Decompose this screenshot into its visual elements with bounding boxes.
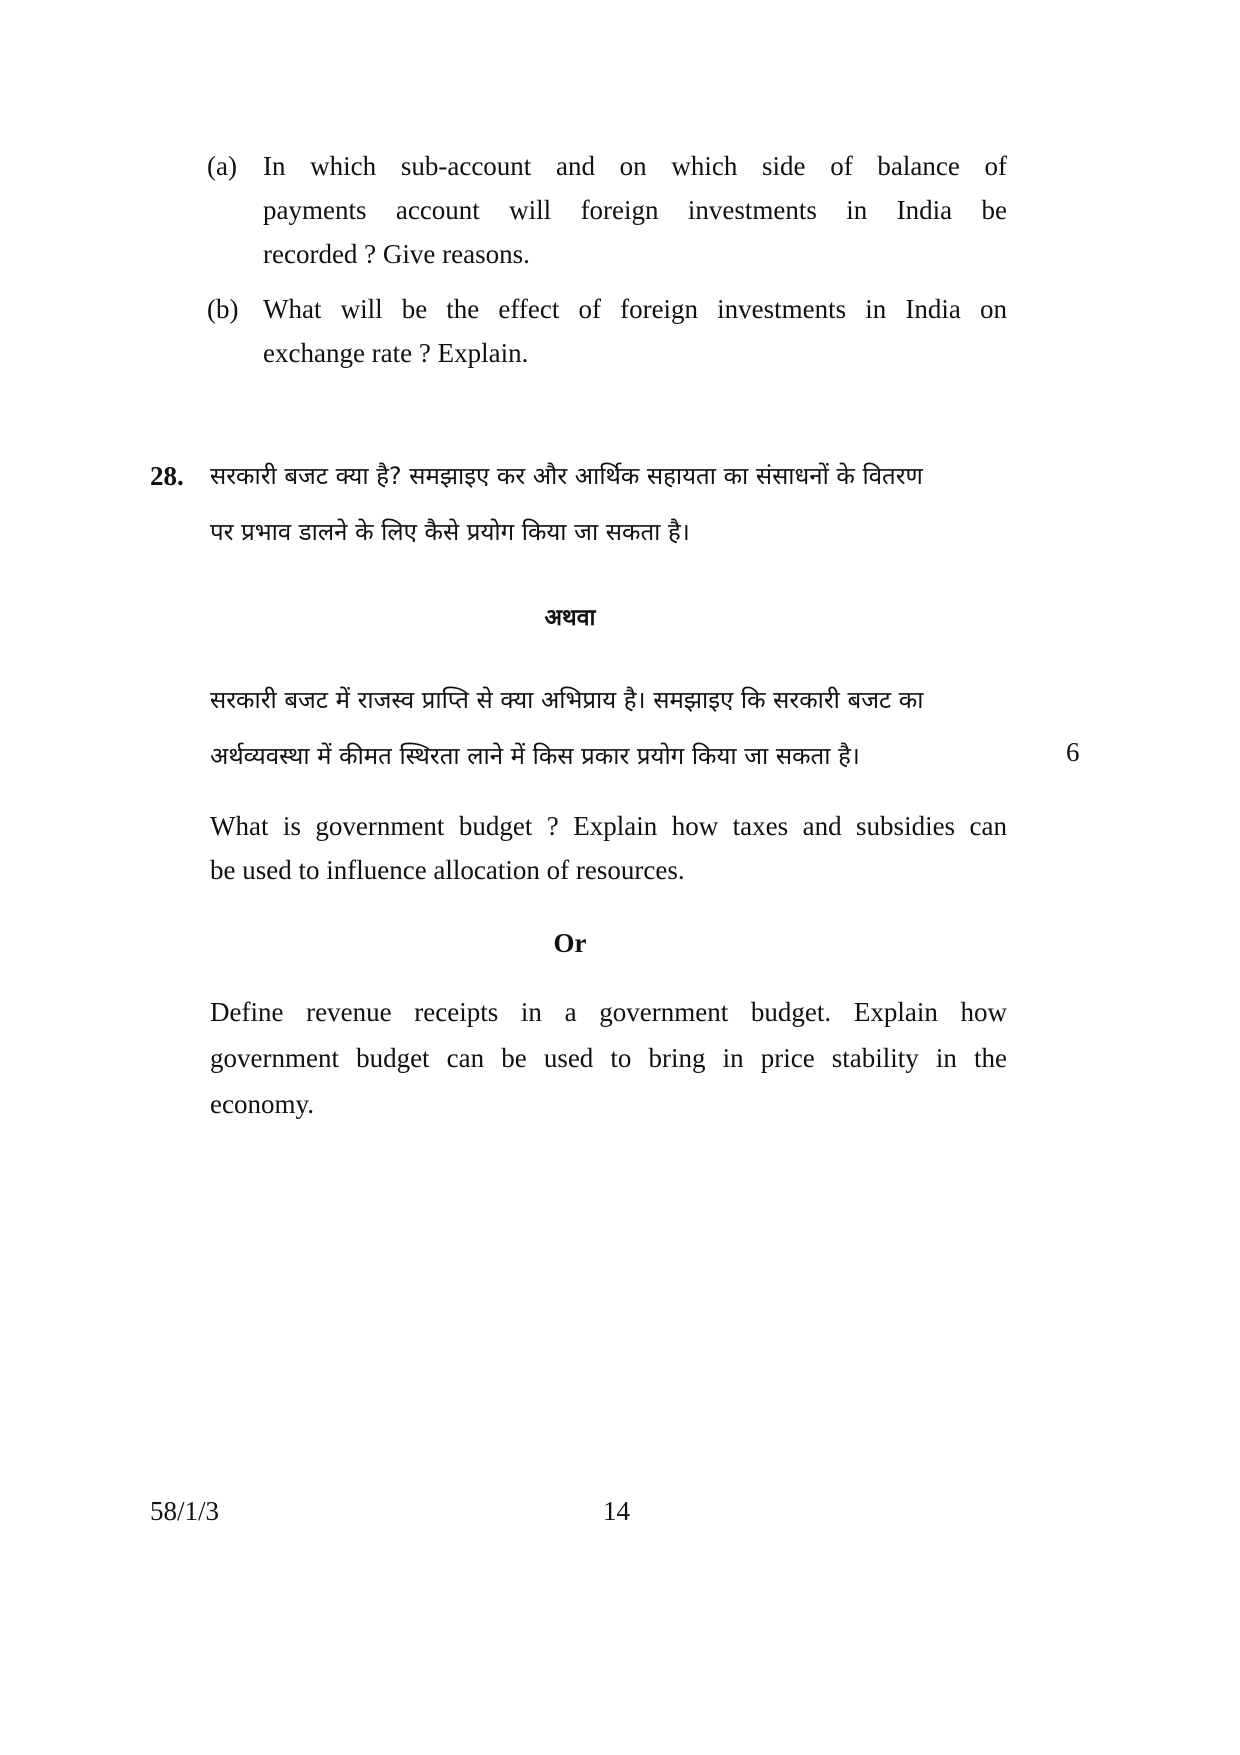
question-number: 28. bbox=[150, 461, 184, 491]
english-or-divider: Or bbox=[553, 928, 587, 958]
text-line: सरकारी बजट में राजस्व प्राप्ति से क्या अभिप्राय है। समझाइए कि सरकारी बजट का bbox=[210, 686, 924, 714]
text-line: In which sub-account and on which side of balance of bbox=[263, 151, 1007, 181]
sub-question-text bbox=[263, 287, 1007, 375]
paper-code: 58/1/3 bbox=[150, 1496, 220, 1526]
text-line: अर्थव्यवस्था में कीमत स्थिरता लाने में किस प्रकार प्रयोग किया जा सकता है। bbox=[210, 742, 860, 770]
text-line: recorded ? Give reasons. bbox=[263, 239, 530, 269]
sub-question-label: (b) bbox=[207, 294, 239, 324]
text-line: सरकारी बजट क्या है? समझाइए कर और आर्थिक सहायता का संसाधनों के वितरण bbox=[210, 462, 923, 490]
sub-question-text bbox=[263, 144, 1007, 276]
page-number: 14 bbox=[603, 1496, 630, 1526]
sub-question-a bbox=[207, 144, 1007, 276]
text-line: government budget can be used to bring in price stability in the bbox=[210, 1043, 1007, 1073]
sub-question-label: (a) bbox=[207, 151, 237, 181]
text-line: economy. bbox=[210, 1089, 314, 1119]
text-line: पर प्रभाव डालने के लिए कैसे प्रयोग किया जा सकता है। bbox=[210, 518, 690, 546]
question-marks: 6 bbox=[1066, 737, 1080, 767]
text-line: What will be the effect of foreign investments in India on bbox=[263, 294, 1007, 324]
text-line: exchange rate ? Explain. bbox=[263, 338, 529, 368]
question-hindi-alternative bbox=[210, 672, 1007, 784]
text-line: What is government budget ? Explain how taxes and subsidies can bbox=[210, 811, 1007, 841]
question-english-alternative bbox=[210, 989, 1007, 1127]
text-line: be used to influence allocation of resources. bbox=[210, 855, 685, 885]
text-line: payments account will foreign investments in India be bbox=[263, 195, 1007, 225]
hindi-or-divider: अथवा bbox=[544, 605, 596, 631]
question-english-text bbox=[210, 804, 1007, 892]
text-line: Define revenue receipts in a government budget. Explain how bbox=[210, 997, 1007, 1027]
question-hindi-text bbox=[210, 448, 1007, 560]
sub-question-b bbox=[207, 287, 1007, 375]
